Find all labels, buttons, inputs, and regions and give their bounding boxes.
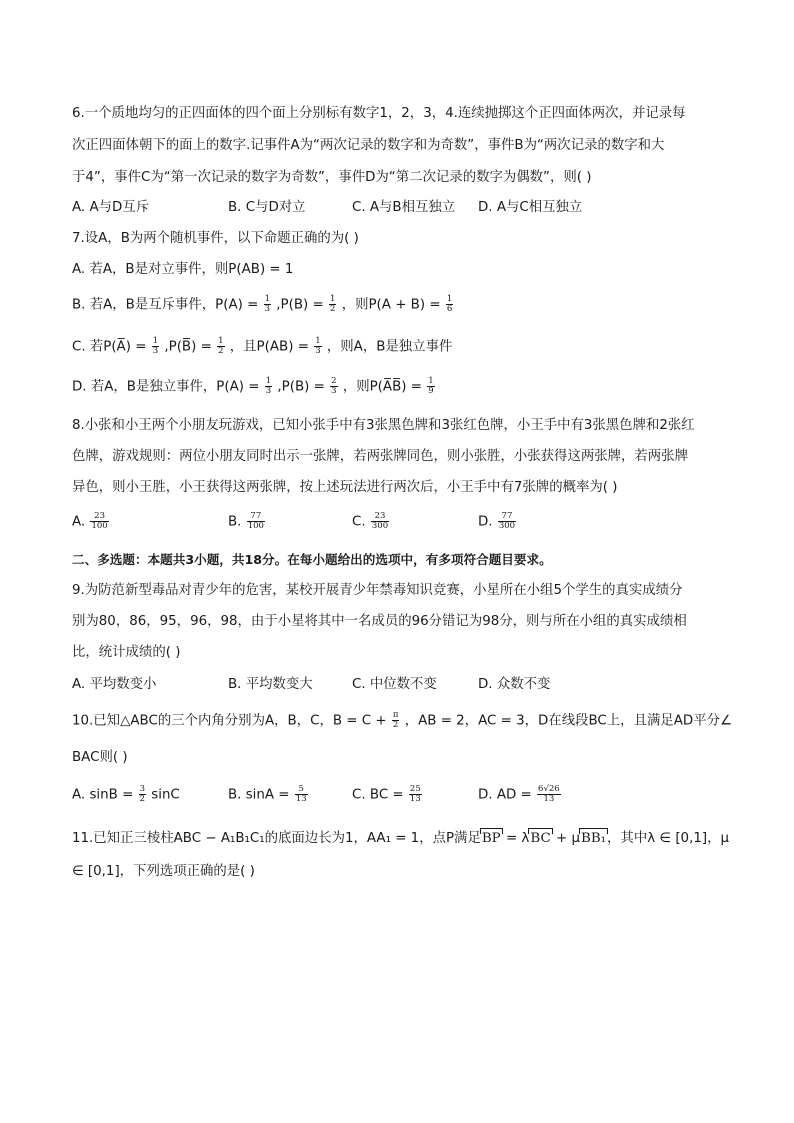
q7-option-a: A. 若A，B是对立事件，则P(AB) = 1 [72,262,294,277]
q7-c-text-3: ，且P(AB) = [229,339,309,355]
q10-option-d: D. AD = $\frac{6√26}{13}$ [478,784,560,804]
q7-c-frac-1: $\frac{1}{3}$ [152,336,159,356]
q7-c-frac-2: $\frac{1}{2}$ [218,336,224,356]
q9-line-1: 9.为防范新型毒品对青少年的危害，某校开展青少年禁毒知识竞赛，小星所在小组5个学生的真实成绩分 [72,583,683,598]
q7-d-text-3: ，则P(A̅B̅) = [342,379,422,395]
q7-stem: 7.设A，B为两个随机事件，以下命题正确的为( ) [72,231,359,246]
q8-option-c: C. $\frac{23}{300}$ [352,511,389,531]
q8-option-b: B. $\frac{77}{100}$ [228,511,264,531]
q10-text-2: ，AB = 2，AC = 3，D在线段BC上，且满足AD平分∠ [404,713,732,729]
q10-option-a: A. sinB = $\frac{3}{2}$ sinC [72,784,180,804]
q6-line-3: 于4”，事件C为“第一次记录的数字为奇数”，事件D为“第二次记录的数字为偶数”，则( ) [72,170,592,185]
q8-option-d: D. $\frac{77}{300}$ [478,511,516,531]
q11-vector-bp: BP [481,828,502,849]
q7-b-frac-2: $\frac{1}{2}$ [330,294,336,314]
q7-c-text-2: ,P(B̅) = [164,339,212,355]
q7-option-d [72,377,436,398]
q7-c-frac-3: $\frac{1}{3}$ [315,336,321,356]
q9-option-a: A. 平均数变小 [72,677,157,692]
q7-option-b [72,295,454,316]
q6-option-c: C. A与B相互独立 [352,200,456,215]
q9-option-d: D. 众数不变 [478,677,551,692]
q8-line-3: 异色，则小王胜，小王获得这两张牌，按上述玩法进行两次后，小王手中有7张牌的概率为( ) [72,480,618,495]
q7-c-text-4: ，则A，B是独立事件 [326,339,453,355]
q7-b-text-3: ，则P(A + B) = [341,297,441,313]
q8-line-2: 色牌，游戏规则：两位小朋友同时出示一张牌，若两张牌同色，则小张胜，小张获得这两张牌，若两张牌 [72,449,688,464]
q11-vector-bb1: BB₁ [580,828,607,849]
q7-d-frac-2: $\frac{2}{3}$ [331,376,337,396]
q10-option-c: C. BC = $\frac{25}{13}$ [352,784,421,804]
q10-option-b: B. sinA = $\frac{5}{13}$ [228,784,307,804]
q6-option-a: A. A与D互斥 [72,200,150,215]
q7-d-frac-1: $\frac{1}{3}$ [265,376,272,396]
q8-option-a: A. $\frac{23}{100}$ [72,511,108,531]
q7-c-text-1: C. 若P(A̅) = [72,339,147,355]
q6-line-2: 次正四面体朝下的面上的数字.记事件A为“两次记录的数字和为奇数”，事件B为“两次记录的数字和大 [72,138,665,153]
section-heading: 二、多选题：本题共3小题，共18分。在每小题给出的选项中，有多项符合题目要求。 [72,552,552,567]
q11-line-1 [72,828,729,849]
q11-text-plus: + μ [551,831,580,846]
q9-option-c: C. 中位数不变 [352,677,437,692]
q6-option-b: B. C与D对立 [228,200,306,215]
q11-line-2: ∈ [0,1]，下列选项正确的是( ) [72,864,255,879]
q7-option-c [72,337,452,358]
q7-b-frac-1: $\frac{1}{3}$ [264,294,271,314]
q7-b-text-1: B. 若A，B是互斥事件，P(A) = [72,297,259,313]
q7-d-frac-3: $\frac{1}{9}$ [428,376,434,396]
q9-line-3: 比，统计成绩的( ) [72,645,181,660]
q11-text-2: ，其中λ ∈ [0,1]，μ [607,831,729,846]
q10-frac-pi: $\frac{\pi}{2}$ [392,710,399,730]
q11-text-1: 11.已知正三棱柱ABC − A₁B₁C₁的底面边长为1，AA₁ = 1，点P满足 [72,831,481,846]
q9-line-2: 别为80，86，95，96，98，由于小星将其中一名成员的96分错记为98分，则与所在小组的真实成绩相 [72,614,687,629]
q7-d-text-1: D. 若A，B是独立事件，P(A) = [72,379,260,395]
q6-line-1: 6.一个质地均匀的正四面体的四个面上分别标有数字1，2，3，4.连续抛掷这个正四面体两次，并记录每 [72,106,686,121]
q11-vector-bc: BC [529,828,551,849]
q10-line-1 [72,711,732,732]
q7-b-frac-3: $\frac{1}{6}$ [446,294,453,314]
q10-text-1: 10.已知△ABC的三个内角分别为A，B，C，B = C + [72,713,387,729]
q6-option-d: D. A与C相互独立 [478,200,583,215]
q7-d-text-2: ,P(B) = [277,379,325,395]
q8-line-1: 8.小张和小王两个小朋友玩游戏，已知小张手中有3张黑色牌和3张红色牌，小王手中有3张黑色牌和2张红 [72,418,695,433]
q7-b-text-2: ,P(B) = [276,297,324,313]
q11-text-eq: = λ [501,831,530,846]
q9-option-b: B. 平均数变大 [228,677,313,692]
q10-line-2: BAC则( ) [72,750,128,765]
